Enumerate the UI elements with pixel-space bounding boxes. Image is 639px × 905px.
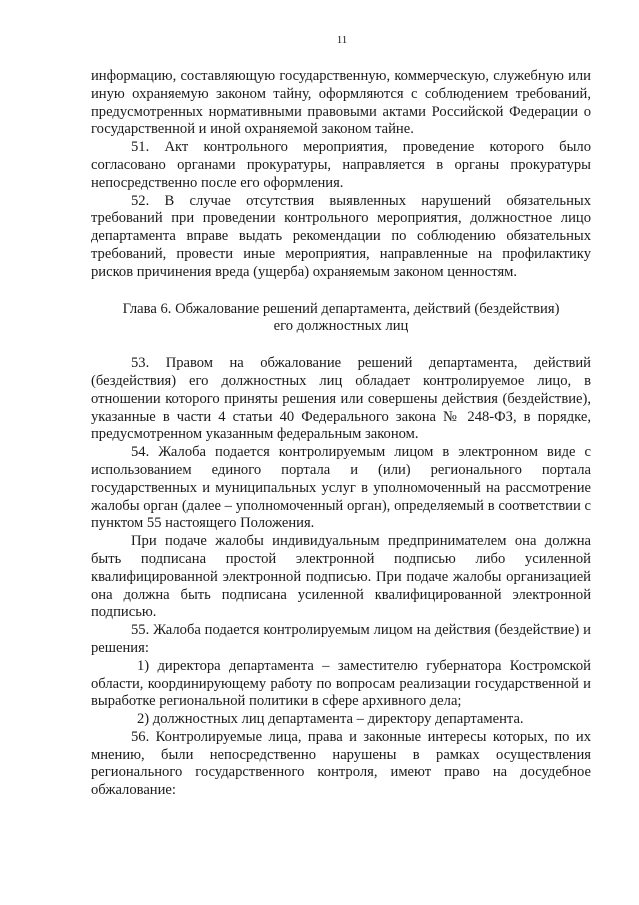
paragraph-51: 51. Акт контрольного мероприятия, проведение которого было согласовано органами прокуратуры, направляется в органы прокуратуры непосредственно после его оформления. <box>91 139 591 191</box>
list-item-director: 1) директора департамента – заместителю губернатора Костромской области, координирующему работу по вопросам реализации государственной и выработке региональной политики в сфере архивного дела; <box>91 657 591 710</box>
paragraph-signature-requirements: При подаче жалобы индивидуальным предпринимателем она должна быть подписана простой электронной подписью либо усиленной квалифицированной электронной подписью. При подаче жалобы организацией она должна быть подписана усиленной квалифицированной электронной подписью. <box>91 533 591 621</box>
chapter-heading-line-1: Глава 6. Обжалование решений департамента, действий (бездействия) <box>122 300 560 317</box>
paragraph-56: 56. Контролируемые лица, права и законные интересы которых, по их мнению, были непосредственно нарушены в рамках осуществления регионального государственного контроля, имеют право на досудебное обжалование: <box>91 728 591 799</box>
paragraph-53: 53. Правом на обжалование решений департамента, действий (бездействия) его должностных лиц обладает контролируемое лицо, в отношении которого приняты решения или совершены действия (бездействие), указанные в части 4 статьи 40 Федерального закона № 248-ФЗ, в порядке, предусмотренном указанным федеральным законом. <box>91 355 591 443</box>
paragraph-secrecy-continuation: информацию, составляющую государственную, коммерческую, служебную или иную охраняемую законом тайну, оформляются с соблюдением требований, предусмотренных нормативными правовыми актами Российской Федерации о государственной и иной охраняемой законом тайне. <box>91 68 591 138</box>
chapter-6-heading <box>91 301 591 337</box>
paragraph-54: 54. Жалоба подается контролируемым лицом в электронном виде с использованием единого портала и (или) регионального портала государственных и муниципальных услуг в уполномоченный на рассмотрение жалобы орган (далее – уполномоченный орган), определяемый в соответствии с пунктом 55 настоящего Положения. <box>91 444 591 532</box>
paragraph-55: 55. Жалоба подается контролируемым лицом на действия (бездействие) и решения: <box>91 622 591 656</box>
chapter-heading-line-2: его должностных лиц <box>273 318 409 335</box>
paragraph-52: 52. В случае отсутствия выявленных нарушений обязательных требований при проведении контрольного мероприятия, должностное лицо департамента вправе выдать рекомендации по соблюдению обязательных требований, провести иные мероприятия, направленные на профилактику рисков причинения вреда (ущерба) охраняемым законом ценностям. <box>91 192 591 280</box>
page-number: 11 <box>336 34 348 46</box>
list-item-officials: 2) должностных лиц департамента – директору департамента. <box>137 711 524 728</box>
